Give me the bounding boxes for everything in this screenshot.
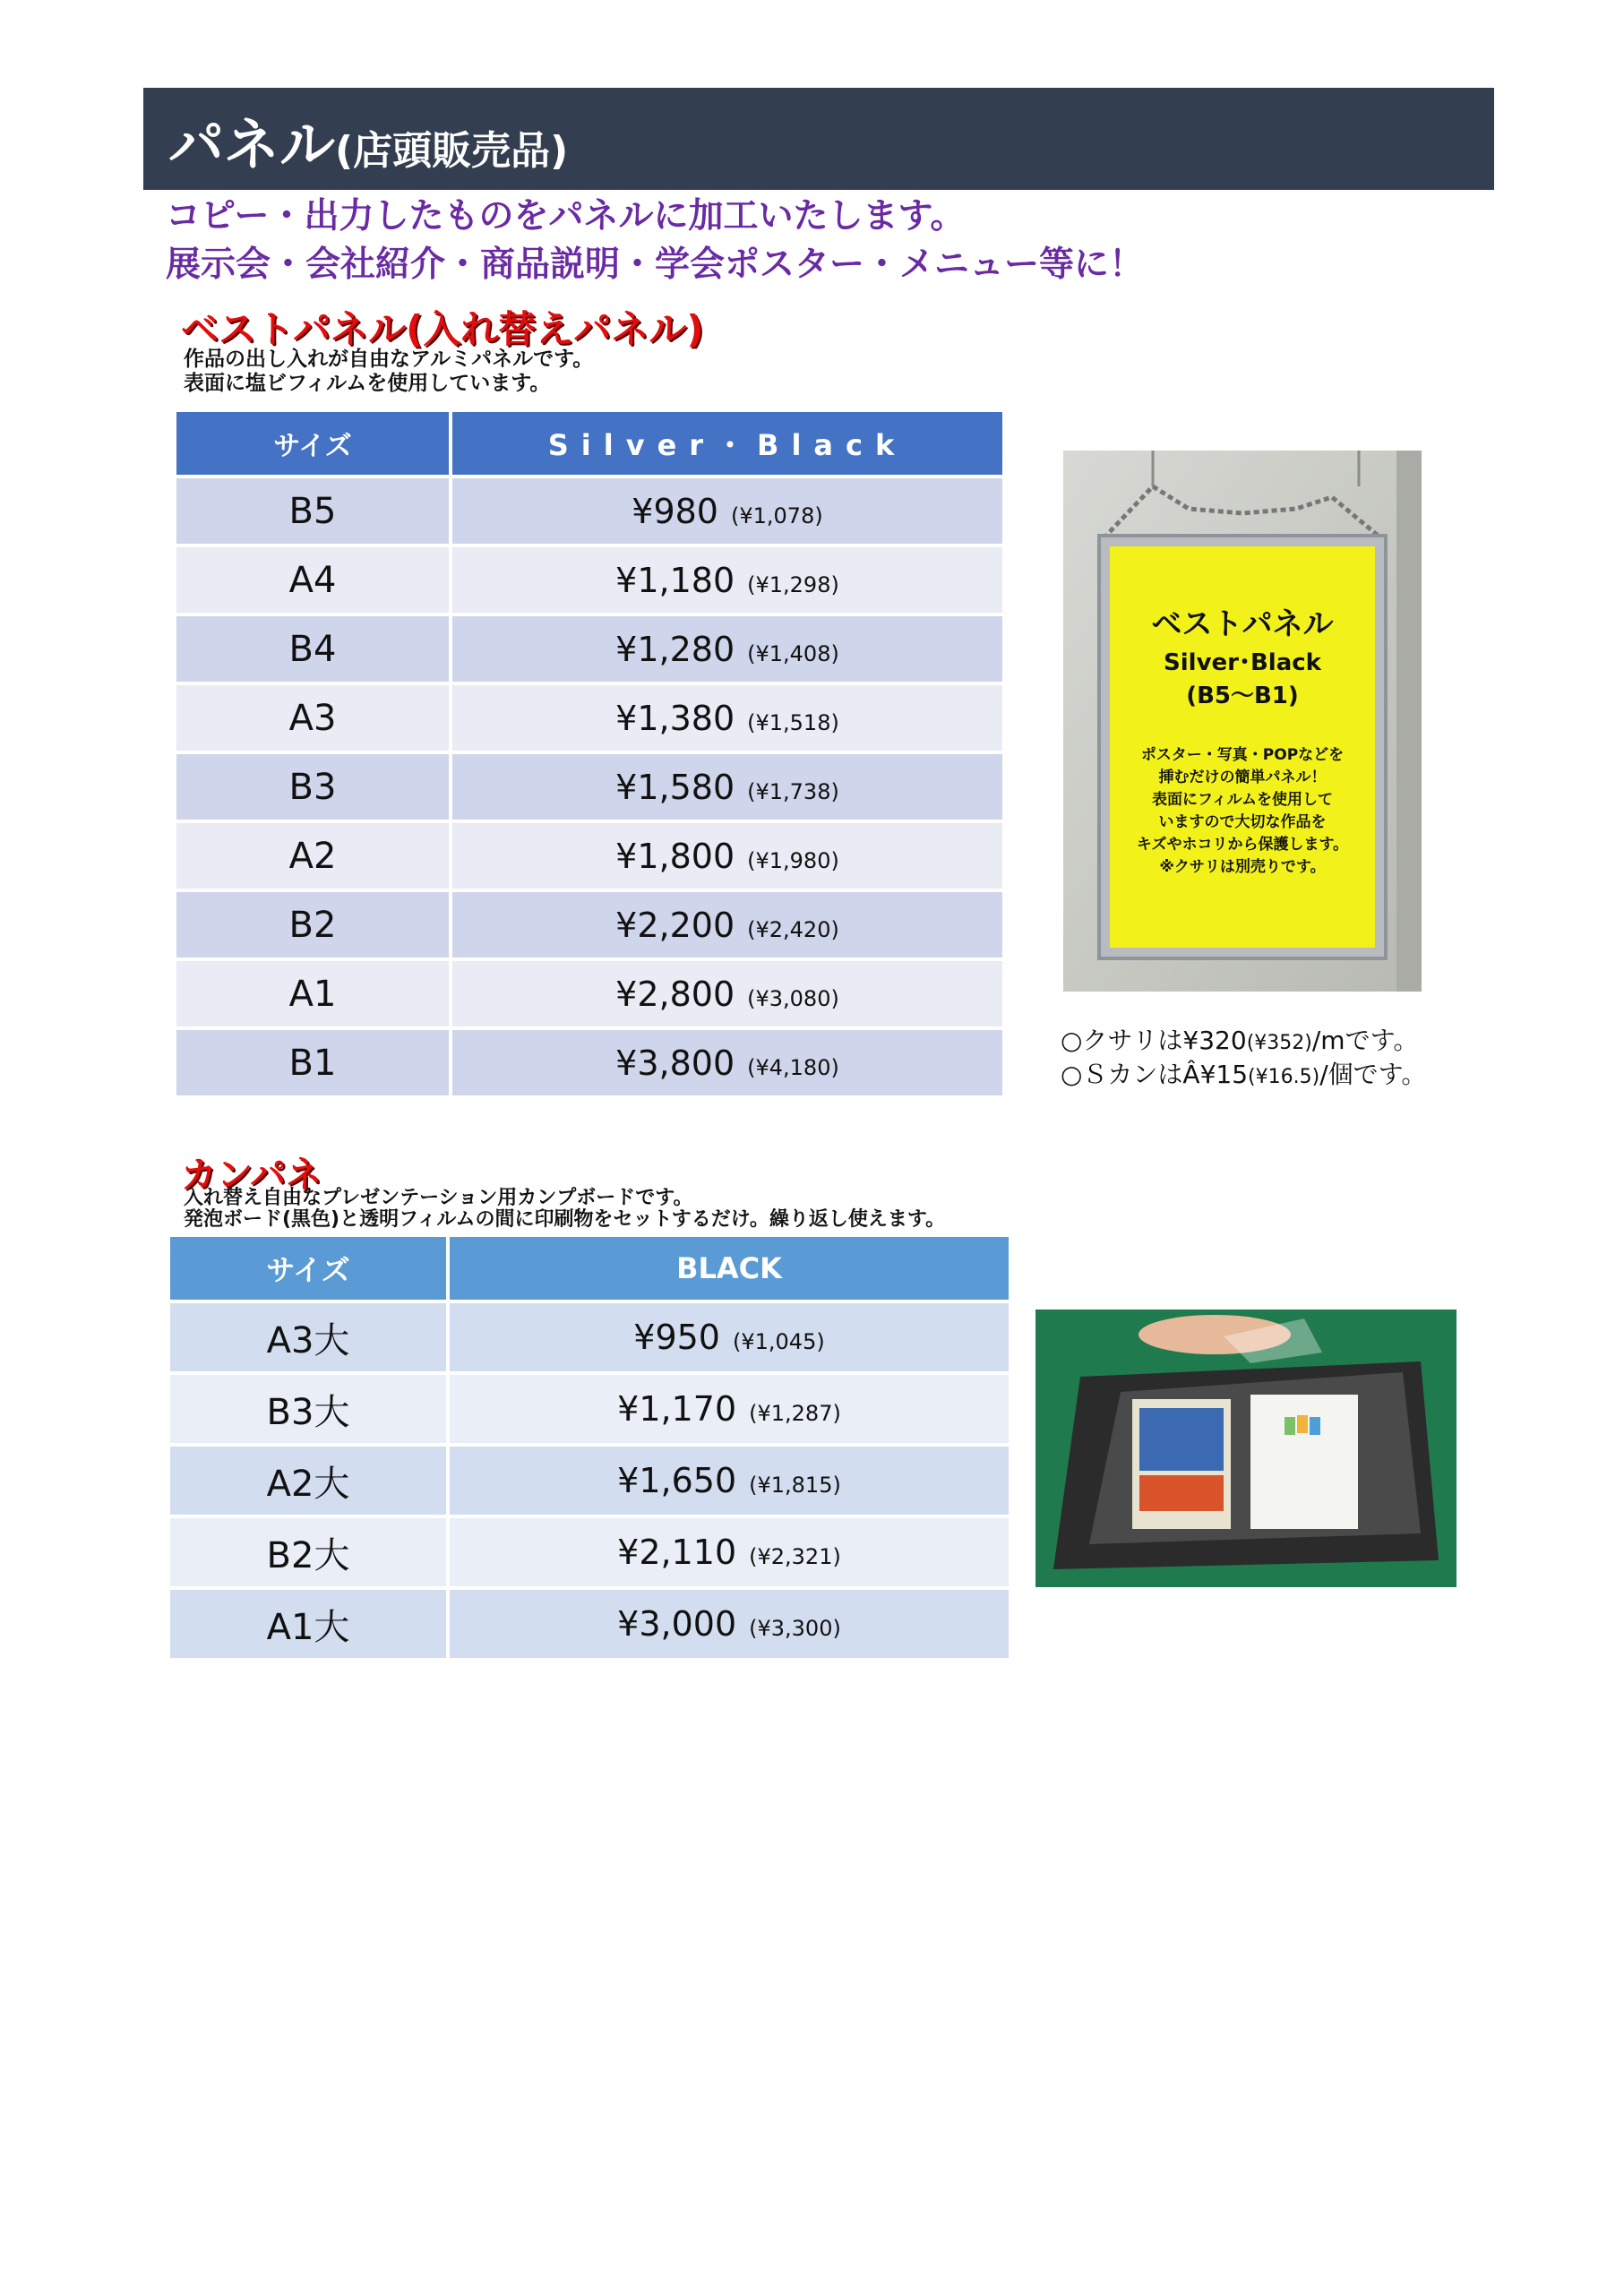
price: ¥950: [633, 1318, 720, 1357]
kanpane-price-table: [167, 1233, 1012, 1662]
col-price-header: Silver・Black: [452, 412, 1002, 475]
table-row: [176, 754, 1002, 820]
size-cell: A1: [176, 961, 449, 1026]
sign-sub: Silver･Black: [1164, 649, 1321, 676]
table-row: [170, 1518, 1009, 1586]
s-hook-note: [1061, 1055, 1426, 1091]
kanpane-photo: [1035, 1310, 1456, 1587]
size-cell: A1大: [170, 1590, 446, 1658]
price-cell: [452, 961, 1002, 1026]
table-row: [170, 1447, 1009, 1515]
price-cell: [450, 1375, 1009, 1443]
size-cell: B3: [176, 754, 449, 820]
s-hook-note-unit: /個です。: [1319, 1060, 1427, 1089]
best-panel-price-table: [173, 408, 1006, 1099]
size-cell: A3: [176, 685, 449, 751]
best-panel-desc-line-1: 作品の出し入れが自由なアルミパネルです。: [184, 348, 594, 371]
flyer-image: [1139, 1408, 1224, 1471]
size-cell: B2大: [170, 1518, 446, 1586]
kanpane-desc-line-1: 入れ替え自由なプレゼンテーション用カンプボードです。: [184, 1187, 693, 1209]
table-row: [176, 892, 1002, 958]
price-tax: (¥2,321): [749, 1544, 841, 1569]
price-cell: [450, 1447, 1009, 1515]
sign-text-line: 表面にフィルムを使用して: [1152, 791, 1333, 809]
price: ¥1,280: [615, 629, 735, 669]
price-tax: (¥1,078): [731, 502, 823, 528]
table-row: [170, 1590, 1009, 1658]
price-cell: [452, 823, 1002, 889]
chain-note-text: ○クサリは¥320: [1061, 1026, 1247, 1055]
price: ¥1,380: [615, 698, 735, 738]
s-hook-note-tax: (¥16.5): [1248, 1066, 1320, 1088]
price-cell: [452, 547, 1002, 613]
sign-range: (B5～B1): [1186, 683, 1299, 709]
price: ¥3,800: [615, 1043, 735, 1083]
table-header: [176, 412, 1002, 475]
page-title-main: パネル: [168, 112, 336, 177]
col-price-header: BLACK: [450, 1237, 1009, 1300]
photo-wall-edge: [1396, 451, 1422, 992]
price-cell: [452, 892, 1002, 958]
flyer-image: [1139, 1475, 1224, 1511]
price: ¥2,110: [617, 1533, 737, 1572]
page-title-sub: (店頭販売品): [335, 128, 569, 174]
size-cell: A3大: [170, 1303, 446, 1371]
size-cell: B4: [176, 616, 449, 682]
table-row: [176, 823, 1002, 889]
title-bar: [143, 88, 1494, 190]
sign-text-line: キズやホコリから保護します。: [1136, 836, 1349, 854]
price: ¥980: [632, 491, 718, 531]
table-row: [176, 478, 1002, 544]
s-hook-note-text: ○ＳカンはÂ¥15: [1061, 1060, 1249, 1089]
size-cell: B5: [176, 478, 449, 544]
price-cell: [452, 616, 1002, 682]
price-tax: (¥1,980): [747, 847, 839, 873]
price-tax: (¥1,045): [733, 1329, 825, 1354]
price: ¥2,200: [615, 905, 735, 945]
chain-note-tax: (¥352): [1246, 1032, 1312, 1054]
table-row: [176, 616, 1002, 682]
price-cell: [450, 1303, 1009, 1371]
best-panel-title: ベストパネル(入れ替えパネル): [181, 307, 704, 351]
sign-text-line: ポスター・写真・POPなどを: [1140, 746, 1345, 764]
price-tax: (¥1,815): [749, 1473, 841, 1498]
flyer-logo: [1310, 1417, 1320, 1435]
price-cell: [450, 1590, 1009, 1658]
flyer-logo: [1285, 1417, 1295, 1435]
sign-text-line: いますので大切な作品を: [1158, 813, 1327, 831]
table-row: [176, 547, 1002, 613]
chain-note: [1061, 1021, 1418, 1057]
kanpane-desc-line-2: 発泡ボード(黒色)と透明フィルムの間に印刷物をセットするだけ。繰り返し使えます。: [184, 1208, 946, 1231]
price: ¥1,580: [615, 767, 735, 807]
price-tax: (¥1,738): [747, 778, 839, 804]
price: ¥1,180: [615, 560, 735, 600]
table-row: [176, 1030, 1002, 1095]
kanpane-title: カンパネ: [181, 1155, 322, 1196]
sign-text-line: 挿むだけの簡単パネル！: [1158, 769, 1327, 786]
col-size-header: サイズ: [176, 412, 449, 475]
price-tax: (¥3,300): [749, 1616, 841, 1641]
flyer-logo: [1297, 1415, 1308, 1433]
table-header: [170, 1237, 1009, 1300]
sign-text-line: ※クサリは別売りです。: [1159, 858, 1326, 876]
kanpane-desc: [184, 1188, 945, 1231]
price-tax: (¥1,408): [747, 640, 839, 666]
price-cell: [450, 1518, 1009, 1586]
sign-title: ベストパネル: [1151, 606, 1334, 642]
price-tax: (¥3,080): [747, 985, 839, 1011]
price: ¥1,170: [617, 1389, 737, 1429]
price-cell: [452, 478, 1002, 544]
size-cell: B2: [176, 892, 449, 958]
price: ¥2,800: [615, 974, 735, 1014]
price: ¥1,800: [615, 836, 735, 876]
size-cell: A2: [176, 823, 449, 889]
table-row: [176, 685, 1002, 751]
best-panel-desc-line-2: 表面に塩ビフィルムを使用しています。: [184, 372, 551, 395]
table-row: [170, 1375, 1009, 1443]
price-tax: (¥1,287): [749, 1401, 841, 1426]
lead-line-1: コピー・出力したものをパネルに加工いたします。: [166, 196, 966, 236]
page-title: [168, 100, 568, 180]
col-size-header: サイズ: [170, 1237, 446, 1300]
table-row: [176, 961, 1002, 1026]
size-cell: A4: [176, 547, 449, 613]
price-tax: (¥1,298): [747, 571, 839, 597]
price-cell: [452, 1030, 1002, 1095]
price-tax: (¥4,180): [747, 1054, 839, 1080]
best-panel-desc: [184, 348, 593, 396]
chain-note-unit: /mです。: [1311, 1026, 1419, 1055]
price-tax: (¥1,518): [747, 709, 839, 735]
flyer-right: [1250, 1395, 1358, 1529]
price: ¥1,650: [617, 1461, 737, 1500]
price-tax: (¥2,420): [747, 916, 839, 942]
table-row: [170, 1303, 1009, 1371]
size-cell: A2大: [170, 1447, 446, 1515]
price: ¥3,000: [617, 1604, 737, 1644]
size-cell: B3大: [170, 1375, 446, 1443]
lead-line-2: 展示会・会社紹介・商品説明・学会ポスター・メニュー等に！: [166, 245, 1145, 285]
price-cell: [452, 685, 1002, 751]
price-cell: [452, 754, 1002, 820]
size-cell: B1: [176, 1030, 449, 1095]
best-panel-photo: [1063, 451, 1422, 992]
